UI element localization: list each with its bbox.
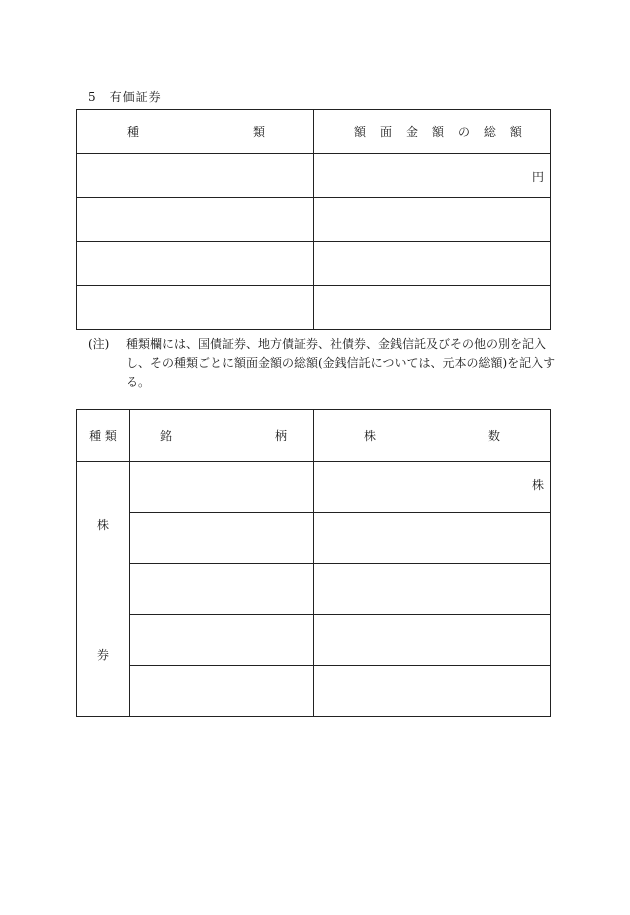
table-row	[77, 198, 551, 242]
brand-cell[interactable]	[130, 666, 314, 717]
stock-char: 株	[96, 518, 109, 532]
header-shares: 株 数	[314, 410, 551, 462]
certificate-char: 券	[96, 648, 109, 662]
table-header-row	[77, 410, 551, 462]
brand-cell[interactable]	[130, 513, 314, 564]
table-row	[77, 666, 551, 717]
header-kind: 種 類	[77, 110, 314, 154]
brand-cell[interactable]	[130, 462, 314, 513]
shares-cell[interactable]	[314, 564, 551, 615]
amount-cell[interactable]	[314, 242, 551, 286]
amount-cell[interactable]	[314, 154, 551, 198]
table-row	[77, 154, 551, 198]
securities-table	[76, 109, 551, 330]
stocks-table	[76, 409, 551, 717]
note-text: 種類欄には、国債証券、地方債証券、社債券、金銭信託及びその他の別を記入し、その種類ごとに額面金額の総額(金銭信託については、元本の総額)を記入する。	[126, 337, 556, 389]
shares-cell[interactable]	[314, 666, 551, 717]
header-face-value-total: 額 面 金 額 の 総 額	[314, 110, 551, 154]
kind-cell[interactable]	[77, 286, 314, 330]
shares-cell[interactable]	[314, 462, 551, 513]
amount-cell[interactable]	[314, 198, 551, 242]
stock-category-cell	[77, 462, 130, 717]
note	[88, 335, 556, 392]
table-row	[77, 462, 551, 513]
amount-cell[interactable]	[314, 286, 551, 330]
table-row	[77, 564, 551, 615]
table-row	[77, 286, 551, 330]
yen-unit: 円	[531, 170, 544, 184]
kind-cell[interactable]	[77, 242, 314, 286]
brand-cell[interactable]	[130, 564, 314, 615]
kind-cell[interactable]	[77, 154, 314, 198]
header-brand: 銘 柄	[130, 410, 314, 462]
kind-cell[interactable]	[77, 198, 314, 242]
header-kind: 種 類	[77, 410, 130, 462]
shares-cell[interactable]	[314, 615, 551, 666]
section-heading: 5 有価証券	[88, 90, 162, 104]
table-header-row	[77, 110, 551, 154]
table-row	[77, 242, 551, 286]
shares-cell[interactable]	[314, 513, 551, 564]
table-row	[77, 615, 551, 666]
table-row	[77, 513, 551, 564]
note-prefix: (注)	[88, 337, 110, 351]
brand-cell[interactable]	[130, 615, 314, 666]
share-unit: 株	[531, 478, 544, 492]
